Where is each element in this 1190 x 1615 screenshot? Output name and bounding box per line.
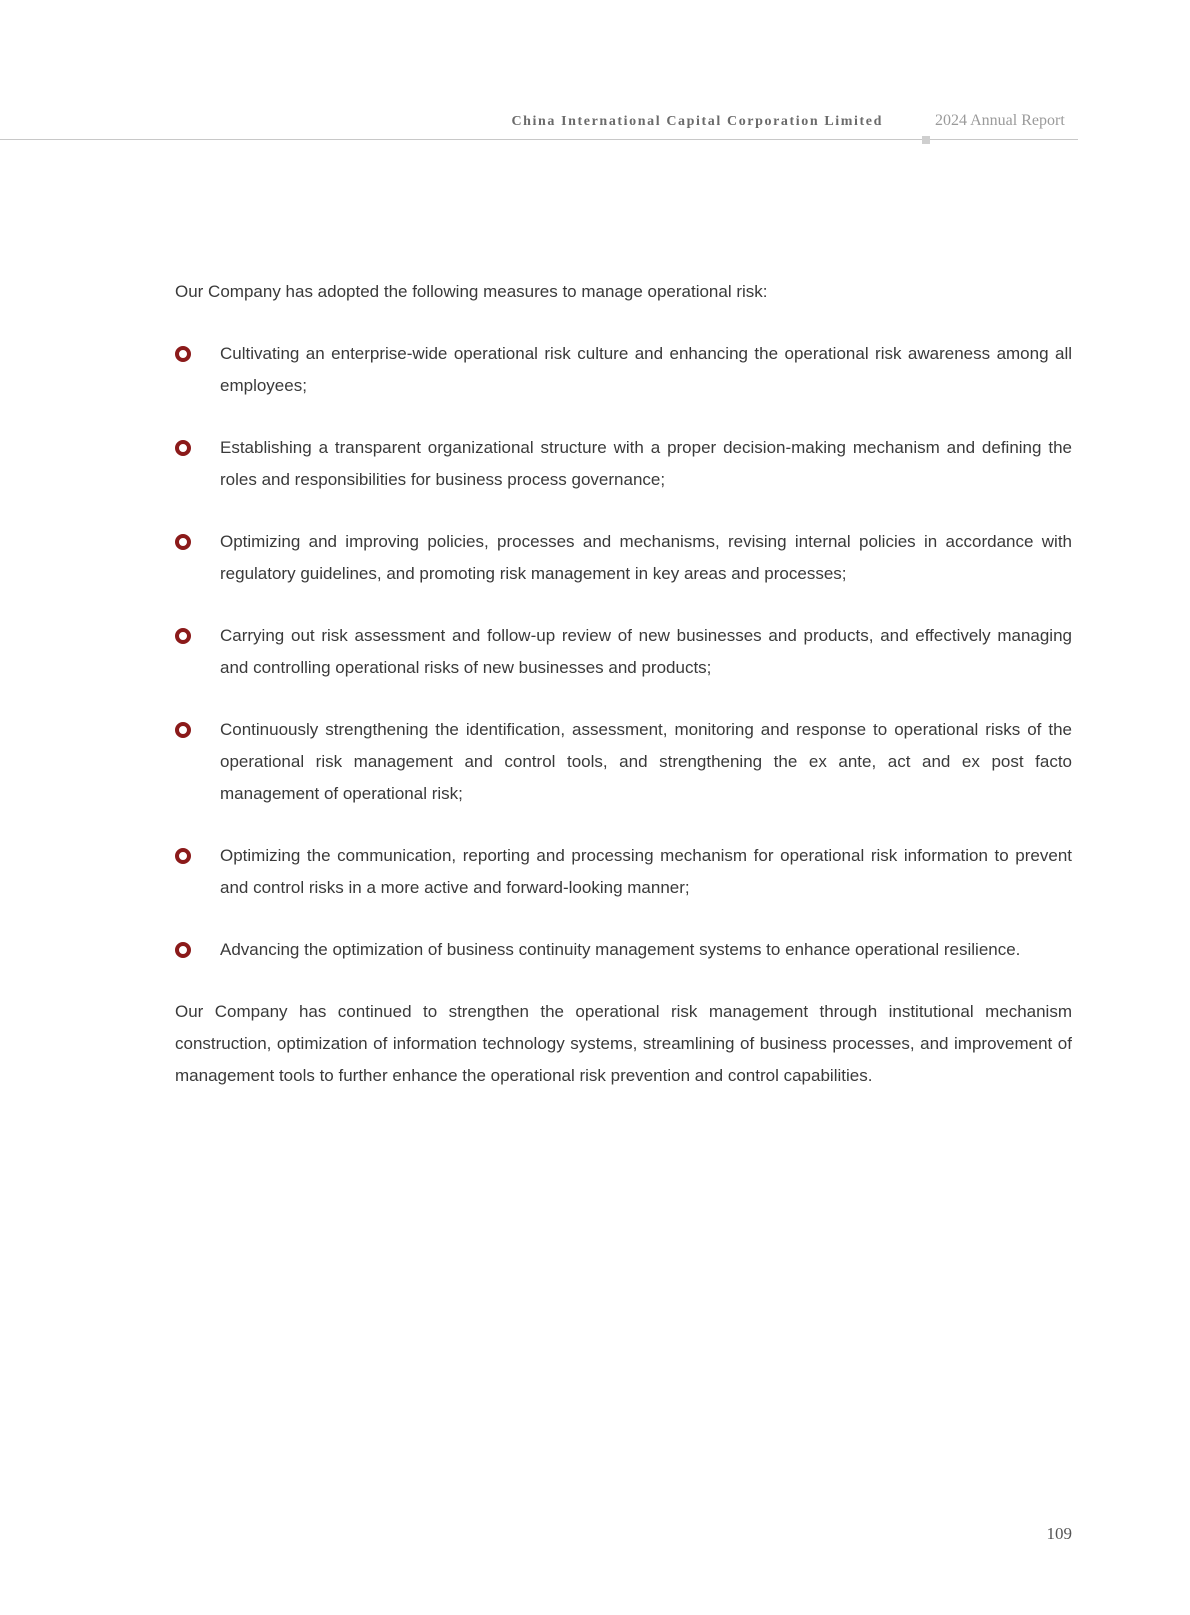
- measure-text: Continuously strengthening the identification, assessment, monitoring and response to operational risks of the operational risk management and control tools, and strengthening the ex ante, act and ex post facto management of operational risk;: [220, 720, 1072, 803]
- bullet-ring-icon: [175, 440, 191, 456]
- list-item: [175, 526, 1072, 590]
- list-item: [175, 934, 1072, 966]
- measure-text: Carrying out risk assessment and follow-up review of new businesses and products, and effectively managing and controlling operational risks of new businesses and products;: [220, 626, 1072, 677]
- measure-text: Advancing the optimization of business continuity management systems to enhance operational resilience.: [220, 940, 1021, 959]
- measure-text: Optimizing the communication, reporting and processing mechanism for operational risk information to prevent and control risks in a more active and forward-looking manner;: [220, 846, 1072, 897]
- header-company-name: China International Capital Corporation Limited: [511, 114, 883, 129]
- bullet-ring-icon: [175, 848, 191, 864]
- conclusion-paragraph: Our Company has continued to strengthen the operational risk management through institutional mechanism construction, optimization of information technology systems, streamlining of business processes, and improvement of management tools to further enhance the operational risk prevention and control capabilities.: [175, 1002, 1072, 1085]
- list-item: [175, 620, 1072, 684]
- bullet-ring-icon: [175, 346, 191, 362]
- bullet-ring-icon: [175, 722, 191, 738]
- list-item: [175, 714, 1072, 810]
- list-item: [175, 432, 1072, 496]
- measure-text: Optimizing and improving policies, processes and mechanisms, revising internal policies in accordance with regulatory guidelines, and promoting risk management in key areas and processes;: [220, 532, 1072, 583]
- list-item: [175, 338, 1072, 402]
- header-report-title: 2024 Annual Report: [935, 112, 1065, 129]
- header-divider: [0, 139, 1078, 140]
- page-header: [0, 108, 1190, 144]
- bullet-ring-icon: [175, 942, 191, 958]
- main-content: [175, 276, 1072, 1092]
- intro-paragraph: Our Company has adopted the following measures to manage operational risk:: [175, 282, 768, 301]
- bullet-ring-icon: [175, 628, 191, 644]
- measure-text: Establishing a transparent organizational structure with a proper decision-making mechanism and defining the roles and responsibilities for business process governance;: [220, 438, 1072, 489]
- header-marker: [922, 136, 930, 144]
- measures-list: [175, 338, 1072, 966]
- list-item: [175, 840, 1072, 904]
- bullet-ring-icon: [175, 534, 191, 550]
- measure-text: Cultivating an enterprise-wide operational risk culture and enhancing the operational risk awareness among all employees;: [220, 344, 1072, 395]
- page-number: 109: [1046, 1524, 1072, 1543]
